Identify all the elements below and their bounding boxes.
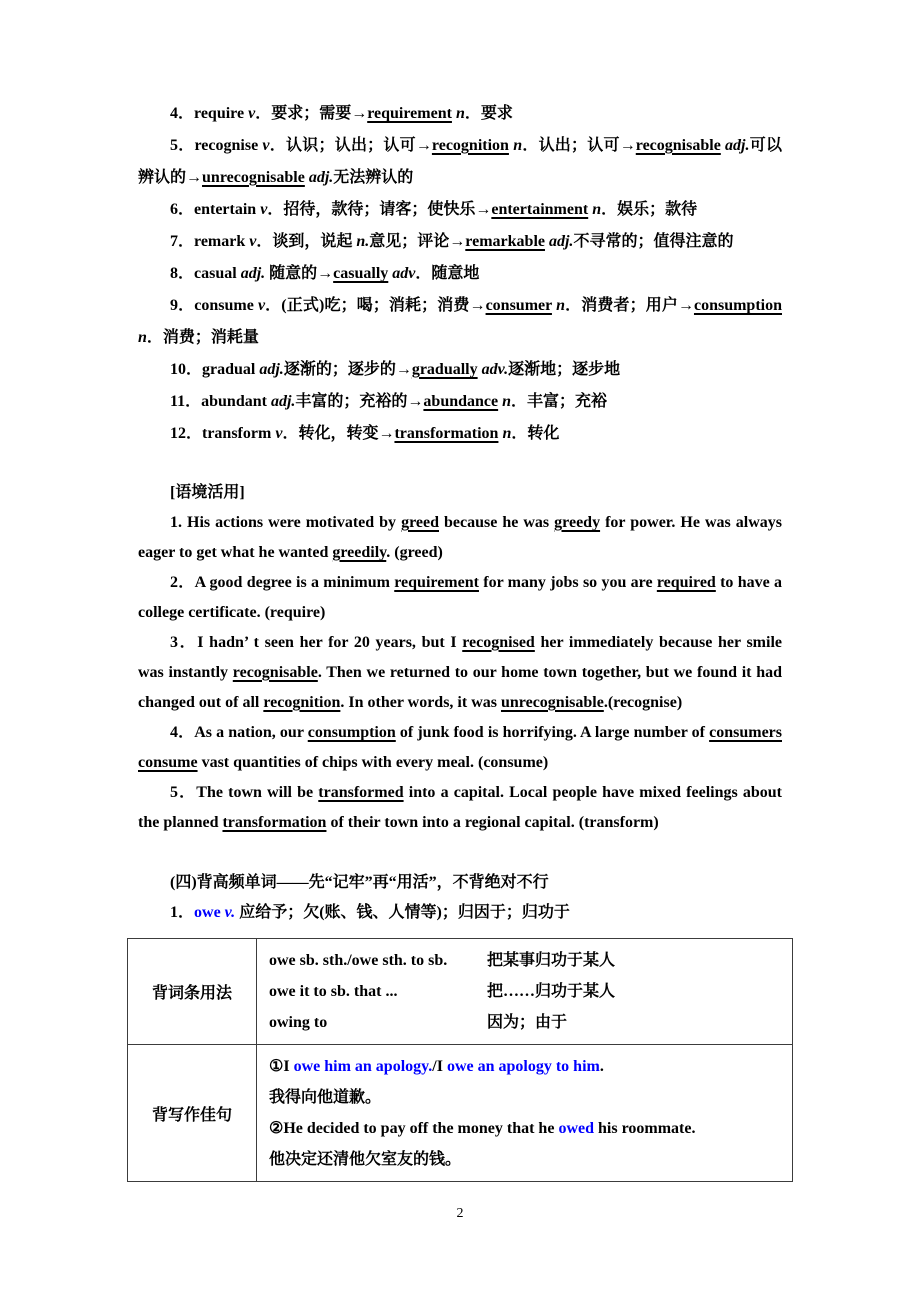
text-segment: . Then we returned to our home town together, but we found it had changed out of all (138, 664, 782, 711)
underlined-term: unrecognisable (500, 694, 604, 711)
text-segment: ．谈到，说起 (256, 233, 357, 250)
text-segment: v (249, 233, 257, 250)
text-segment: 3．I hadn’ t seen her for 20 years, but I (170, 634, 463, 651)
usage-table (127, 938, 793, 1182)
text-segment: 我得向他道歉。 (269, 1089, 382, 1106)
table-row-sentences (128, 1045, 793, 1182)
text-segment: ②He decided to pay off the money that he (269, 1120, 559, 1137)
text-segment: of their town into a regional capital. (transform) (326, 814, 659, 831)
text-segment: her immediately because her smile was instantly (138, 634, 782, 681)
text-segment: n (556, 297, 565, 314)
text-segment: 无法辨认的 (333, 169, 414, 186)
text-segment: adj. (308, 169, 334, 186)
text-segment: 4．As a nation, our (170, 724, 308, 741)
text-segment: . In other words, it was (340, 694, 501, 711)
underlined-term: recognisable (232, 664, 318, 681)
text-segment: 8．casual (170, 265, 241, 282)
underlined-term: transformed (318, 784, 404, 801)
text-segment: ．随意地 (415, 265, 480, 282)
text-segment: v (248, 105, 256, 122)
phrase: owing to (269, 1014, 328, 1031)
text-segment: ①I (269, 1058, 294, 1075)
text-segment: 丰富的；充裕的→ (295, 393, 424, 410)
text-segment: 他决定还清他欠室友的钱。 (269, 1151, 462, 1168)
meaning: 因为；由于 (487, 1014, 568, 1031)
text-segment: 可以辨认的→ (138, 137, 782, 186)
context-item (138, 778, 782, 838)
text-segment: ．娱乐；款待 (601, 201, 698, 218)
meaning: 把……归功于某人 (487, 983, 616, 1000)
underlined-term: consumers (709, 724, 782, 741)
text-segment: owe (194, 904, 225, 921)
text-segment: v (275, 425, 283, 442)
text-segment: 1． (170, 904, 195, 921)
text-segment: 不寻常的；值得注意的 (573, 233, 734, 250)
underlined-term: entertainment (491, 201, 589, 218)
text-segment: adj. (270, 393, 296, 410)
text-segment: . (599, 1058, 604, 1075)
text-segment: ．要求 (464, 105, 513, 122)
text-segment: because he was (439, 514, 555, 531)
text-segment: 9．consume (170, 297, 258, 314)
context-item (138, 718, 782, 778)
text-segment: 应给予；欠(账、钱、人情等)；归因于；归功于 (235, 904, 570, 921)
text-segment: 2．A good degree is a minimum (170, 574, 395, 591)
meaning: 把某事归功于某人 (487, 952, 616, 969)
word-entry (138, 418, 782, 450)
text-segment: into a capital. Local people have mixed feelings about the planned (138, 784, 782, 831)
sentence-line (269, 1144, 780, 1175)
word-entry (138, 194, 782, 226)
text-segment: 逐渐地；逐步地 (508, 361, 621, 378)
text-segment: n (455, 105, 465, 122)
text-segment: 随意的→ (265, 265, 334, 282)
section4-title: (四)背高频单词——先“记牢”再“用活”，不背绝对不行 (170, 874, 549, 891)
word-entry (138, 354, 782, 386)
text-segment: 5．The town will be (170, 784, 319, 801)
word-entry (138, 226, 782, 258)
text-segment: n (502, 425, 512, 442)
underlined-term: casually (333, 265, 389, 282)
text-segment: 5．recognise (170, 137, 263, 154)
text-segment: for power. He was always eager to get what he wanted (138, 514, 783, 561)
underlined-term: consumer (485, 297, 552, 314)
underlined-term: requirement (367, 105, 452, 122)
sentence-line (269, 1051, 780, 1082)
underlined-term: required (656, 574, 716, 591)
text-segment: 1. His actions were motivated by (170, 514, 402, 531)
text-segment: n. (356, 233, 370, 250)
word-entry (138, 258, 782, 290)
underlined-term: transformation (394, 425, 499, 442)
underlined-term: greedy (554, 514, 601, 531)
text-segment: owed (558, 1120, 594, 1137)
underlined-term: consumption (307, 724, 396, 741)
text-segment: ．消费者；用户→ (564, 297, 694, 314)
text-segment: . (greed) (386, 544, 443, 561)
text-segment: ．转化，转变→ (282, 425, 395, 442)
text-segment: adv (392, 265, 416, 282)
word-entry (138, 386, 782, 418)
text-segment: ．(正式)吃；喝；消耗；消费→ (265, 297, 486, 314)
section4 (138, 868, 782, 928)
text-segment: 意见；评论→ (369, 233, 466, 250)
text-segment: to have a college certificate. (require) (138, 574, 783, 621)
context-header: [语境活用] (170, 484, 245, 501)
text-segment: n (502, 393, 512, 410)
text-segment: adv. (481, 361, 509, 378)
text-segment: .(recognise) (603, 694, 683, 711)
word-entry (138, 98, 782, 130)
text-segment: v. (224, 904, 236, 921)
underlined-term: greedily (332, 544, 387, 561)
text-segment: 7．remark (170, 233, 250, 250)
underlined-term: remarkable (465, 233, 545, 250)
word-entry (138, 130, 782, 194)
sentence-line (269, 1082, 780, 1113)
underlined-term: recognition (263, 694, 341, 711)
text-segment: 6．entertain (170, 201, 261, 218)
page-number: 2 (456, 1206, 464, 1221)
text-segment: n (138, 329, 147, 346)
underlined-term: abundance (423, 393, 499, 410)
underlined-term: recognition (431, 137, 509, 154)
row-label: 背词条用法 (128, 939, 257, 1045)
text-segment: v (262, 137, 270, 154)
word-entry (138, 290, 782, 354)
underlined-term: requirement (394, 574, 479, 591)
sentence-line (269, 1113, 780, 1144)
row-label: 背写作佳句 (128, 1045, 257, 1182)
phrase: owe sb. sth./owe sth. to sb. (269, 952, 448, 969)
text-segment: owe him an apology. (293, 1058, 433, 1075)
text-segment: ．招待，款待；请客；使快乐→ (267, 201, 492, 218)
phrase: owe it to sb. that ... (269, 983, 398, 1000)
text-segment: 10．gradual (170, 361, 260, 378)
context-list (138, 508, 782, 838)
underlined-term: recognised (462, 634, 535, 651)
text-segment: v (260, 201, 268, 218)
text-segment: adj. (725, 137, 750, 154)
underlined-term: gradually (411, 361, 478, 378)
text-segment: vast quantities of chips with every meal. (consume) (197, 754, 549, 771)
text-segment: of junk food is horrifying. A large number of (395, 724, 710, 741)
text-segment: ．消费；消耗量 (146, 329, 259, 346)
owe-entry (138, 898, 782, 928)
text-segment: ．认识；认出；认可→ (269, 137, 432, 154)
text-segment: v (257, 297, 266, 314)
table-row-usage (128, 939, 793, 1045)
text-segment: owe an apology to him (446, 1058, 600, 1075)
usage-pair (269, 1007, 780, 1038)
context-item (138, 508, 782, 568)
text-segment: ．认出；认可→ (522, 137, 636, 154)
text-segment: adj. (548, 233, 574, 250)
underlined-term: unrecognisable (202, 169, 305, 186)
usage-pairs-cell (257, 939, 793, 1045)
text-segment: n (592, 201, 602, 218)
underlined-term: consume (138, 754, 198, 771)
word-list (138, 98, 782, 450)
underlined-term: consumption (693, 297, 782, 314)
text-segment: adj. (259, 361, 284, 378)
text-segment: n (513, 137, 523, 154)
text-segment: ．要求；需要→ (255, 105, 368, 122)
text-segment: for many jobs so you are (478, 574, 657, 591)
text-segment: /I (432, 1058, 447, 1075)
sentence-lines-cell (257, 1045, 793, 1182)
text-segment: adj. (240, 265, 266, 282)
text-segment: 4．require (170, 105, 249, 122)
text-segment: ．丰富；充裕 (511, 393, 608, 410)
underlined-term: recognisable (635, 137, 721, 154)
underlined-term: transformation (222, 814, 327, 831)
underlined-term: greed (401, 514, 439, 531)
text-segment: ．转化 (511, 425, 560, 442)
text-segment: 12．transform (170, 425, 276, 442)
text-segment: 逐渐的；逐步的→ (283, 361, 412, 378)
text-segment: 11．abundant (170, 393, 271, 410)
context-item (138, 568, 782, 628)
text-segment: his roommate. (594, 1120, 696, 1137)
context-item (138, 628, 782, 718)
usage-pair (269, 945, 780, 976)
context-section (138, 478, 782, 838)
usage-pair (269, 976, 780, 1007)
